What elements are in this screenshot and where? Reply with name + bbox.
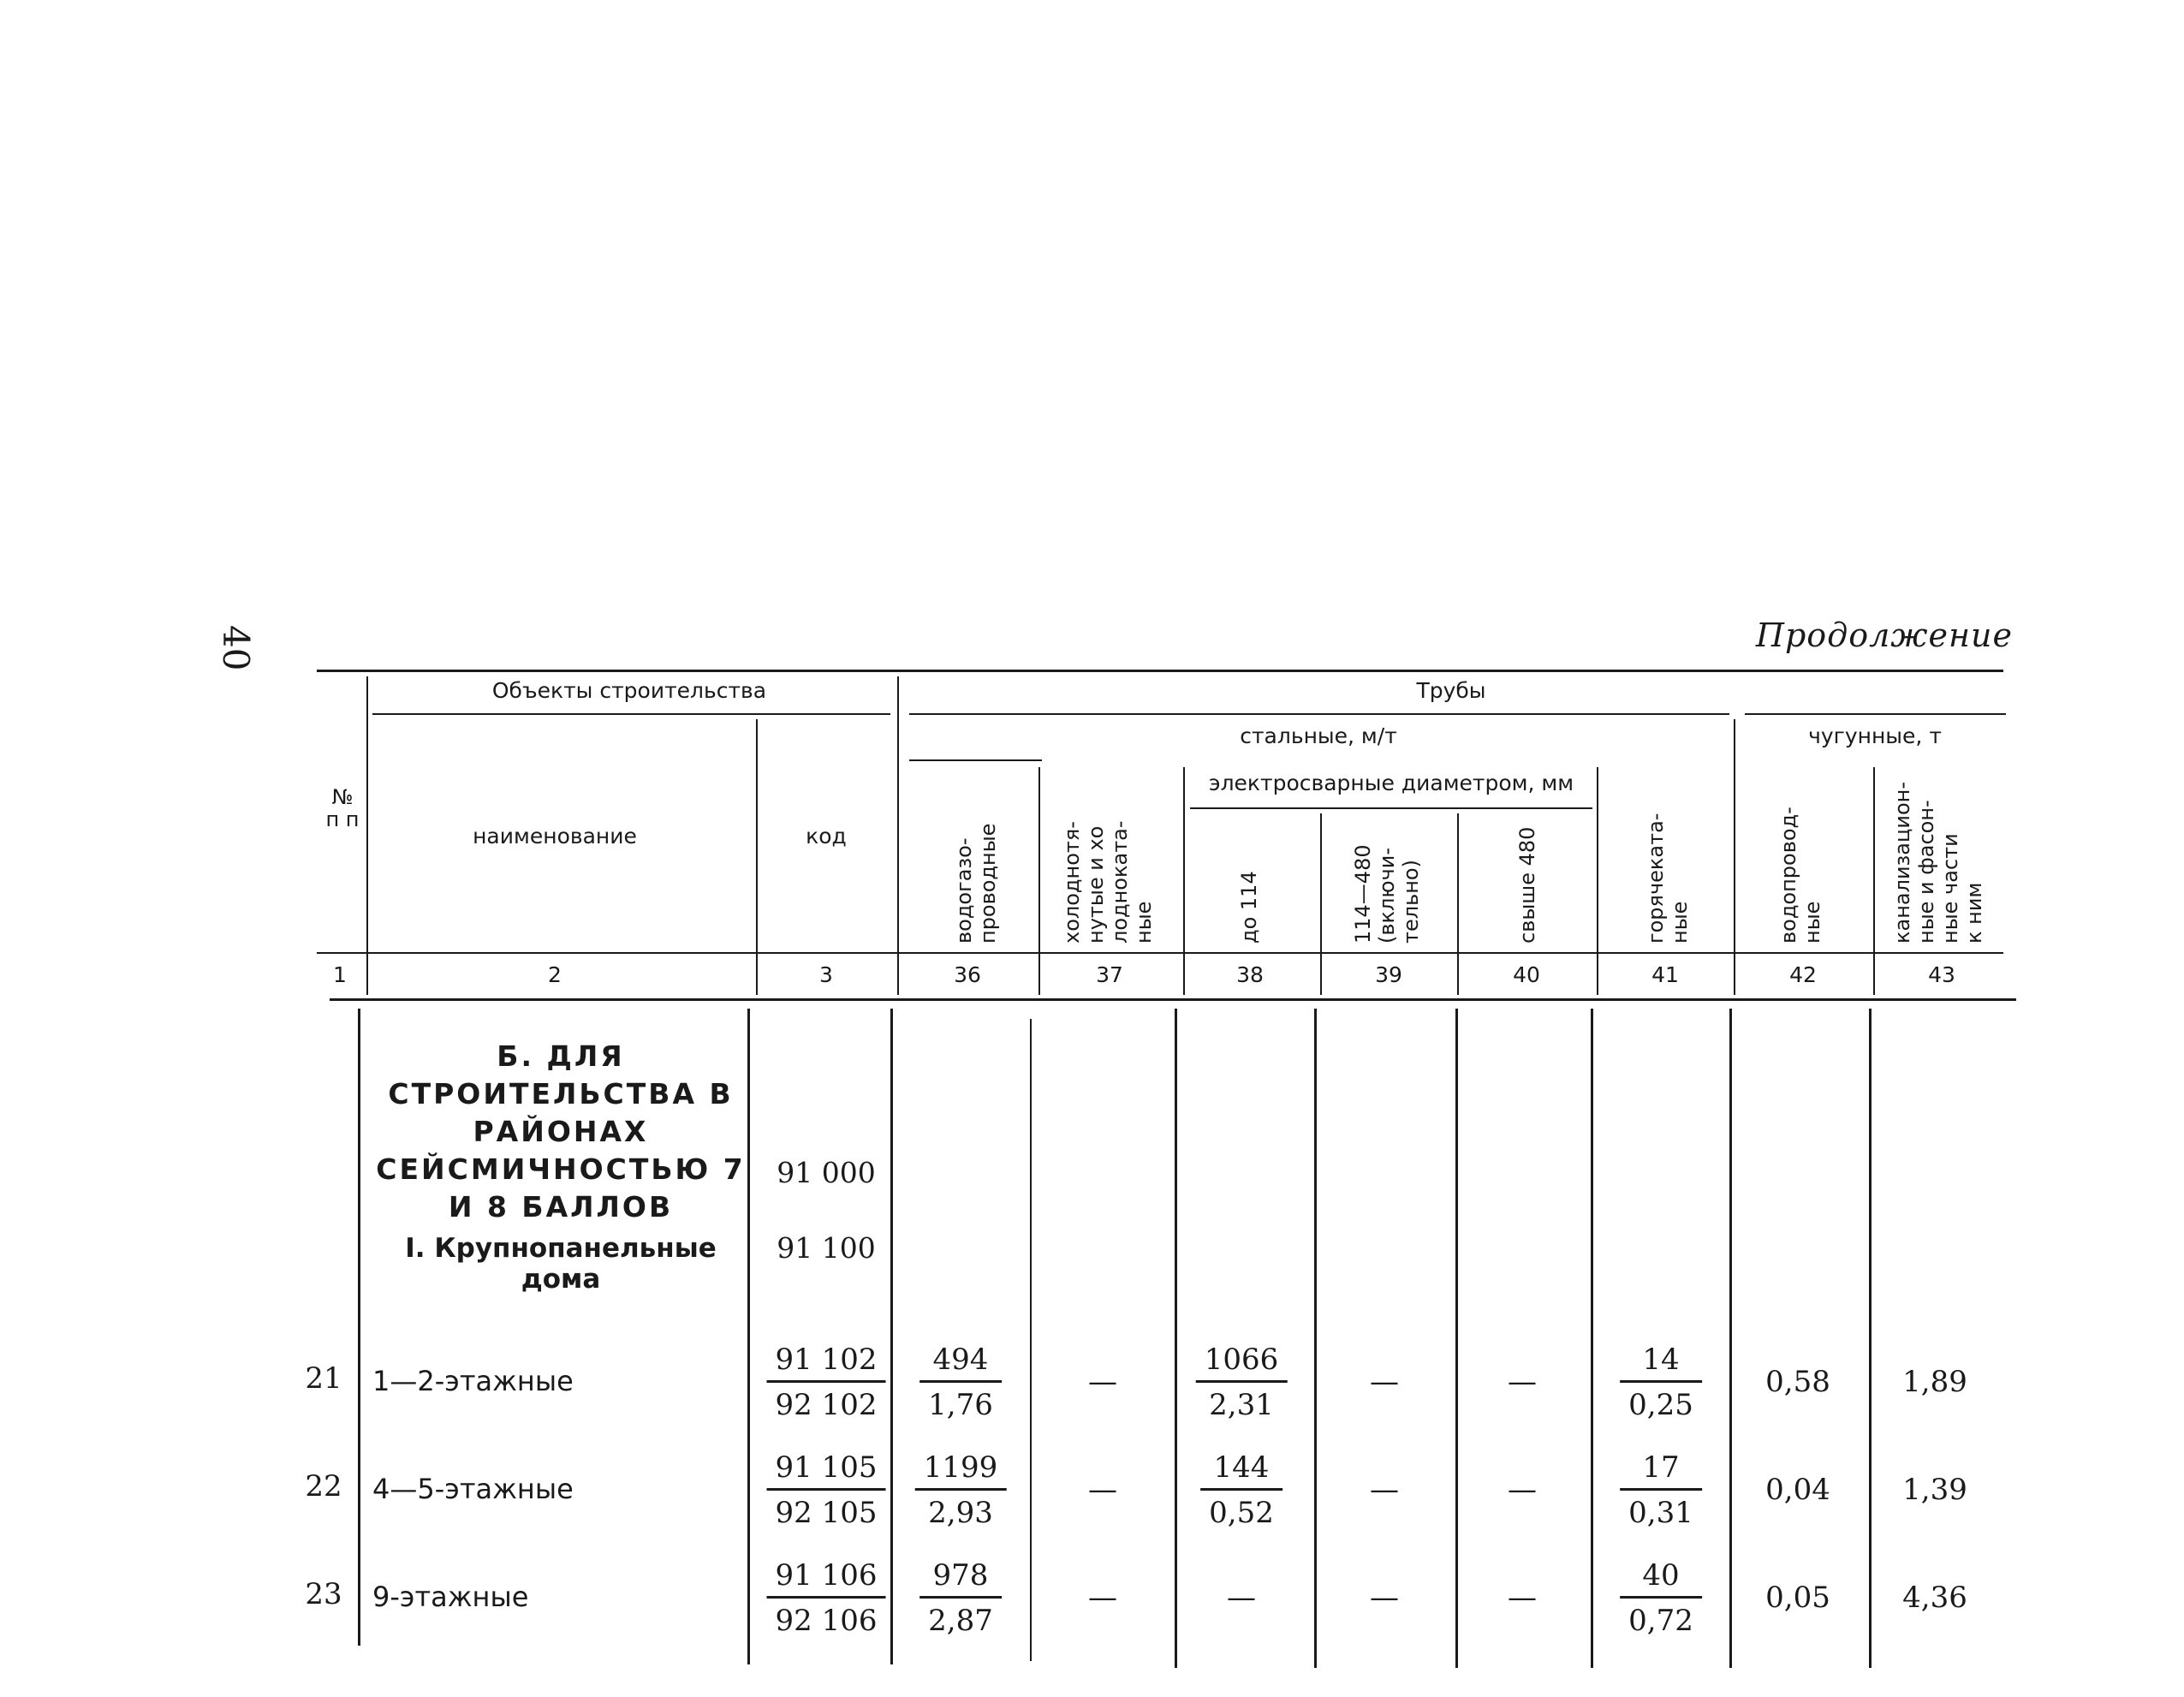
header-col-43: канализацион- ные и фасон- ные части к ним: [1890, 782, 1986, 944]
cell-col-43: 4,36: [1902, 1581, 1967, 1615]
cell-col-36: $\frac{1199}{2,93}$: [915, 1450, 1007, 1530]
cell-col-41: $\frac{14}{0,25}$: [1620, 1343, 1702, 1422]
row-name: 4—5-этажные: [372, 1473, 574, 1505]
column-number: 37: [1096, 962, 1123, 987]
subsection-code: 91 100: [777, 1231, 876, 1265]
cell-col-42: 0,04: [1765, 1473, 1830, 1507]
cell-col-42: 0,58: [1765, 1365, 1830, 1399]
header-name: наименование: [473, 824, 637, 848]
cell-col-38: $\frac{144}{0,52}$: [1200, 1450, 1282, 1530]
cell-col-43: 1,39: [1902, 1473, 1967, 1507]
column-number: 41: [1651, 962, 1679, 987]
header-col-42: водопровод- ные: [1776, 807, 1824, 944]
cell-col-36: $\frac{978}{2,87}$: [919, 1558, 1002, 1638]
cell-col-40: —: [1508, 1473, 1537, 1507]
header-electro: электросварные диаметром, мм: [1208, 771, 1574, 795]
cell-col-43: 1,89: [1902, 1365, 1967, 1399]
row-number: 22: [305, 1469, 342, 1503]
column-number: 42: [1789, 962, 1817, 987]
header-objects: Объекты строительства: [491, 678, 767, 703]
cell-col-36: $\frac{494}{1,76}$: [919, 1343, 1002, 1422]
subsection-title: I. Крупнопанельные дома: [405, 1233, 717, 1295]
header-col-37: холоднотя- нутые и хо лоднокатa- ные: [1060, 820, 1156, 944]
cell-col-39: —: [1370, 1473, 1399, 1507]
cell-col-39: —: [1370, 1581, 1399, 1615]
row-code: $\frac{91 105}{92 105}$: [767, 1450, 886, 1530]
row-number: 21: [305, 1361, 342, 1396]
cell-col-37: —: [1088, 1473, 1117, 1507]
column-number: 2: [548, 962, 562, 987]
cell-col-37: —: [1088, 1581, 1117, 1615]
cell-col-40: —: [1508, 1365, 1537, 1399]
header-col-38: до 114: [1237, 871, 1261, 944]
row-name: 1—2-этажные: [372, 1365, 574, 1397]
cell-col-37: —: [1088, 1365, 1117, 1399]
header-col-40: свыше 480: [1515, 826, 1539, 944]
row-code: $\frac{91 102}{92 102}$: [767, 1343, 886, 1422]
page-number: 40: [215, 625, 257, 671]
header-col-39: 114—480 (включи- тельно): [1351, 844, 1423, 944]
header-steel: стальные, м/т: [1240, 723, 1397, 748]
header-cast-iron: чугунные, т: [1808, 723, 1942, 748]
cell-col-39: —: [1370, 1365, 1399, 1399]
header-col-41: горячекатa- ные: [1644, 813, 1692, 944]
cell-col-42: 0,05: [1765, 1581, 1830, 1615]
row-code: $\frac{91 106}{92 106}$: [767, 1558, 886, 1638]
column-number: 43: [1928, 962, 1955, 987]
section-title: Б. ДЛЯ СТРОИТЕЛЬСТВА В РАЙОНАХ СЕЙСМИЧНОСТЬЮ 7 И 8 БАЛЛОВ: [376, 1039, 746, 1224]
column-number: 40: [1513, 962, 1540, 987]
row-number: 23: [305, 1577, 342, 1611]
continuation-label: Продолжение: [1755, 616, 2013, 654]
header-code: код: [806, 824, 847, 848]
column-number: 1: [333, 962, 347, 987]
header-row-number: № п п: [325, 785, 360, 831]
column-number: 36: [954, 962, 981, 987]
cell-col-38: —: [1227, 1581, 1256, 1615]
header-pipes: Трубы: [1416, 678, 1486, 703]
column-number: 39: [1375, 962, 1402, 987]
cell-col-41: $\frac{17}{0,31}$: [1620, 1450, 1702, 1530]
column-number: 38: [1236, 962, 1264, 987]
cell-col-40: —: [1508, 1581, 1537, 1615]
row-name: 9-этажные: [372, 1581, 529, 1613]
cell-col-41: $\frac{40}{0,72}$: [1620, 1558, 1702, 1638]
section-code: 91 000: [777, 1156, 876, 1189]
column-number: 3: [819, 962, 833, 987]
cell-col-38: $\frac{1066}{2,31}$: [1196, 1343, 1288, 1422]
header-col-36: водогазо- проводные: [952, 823, 1000, 944]
